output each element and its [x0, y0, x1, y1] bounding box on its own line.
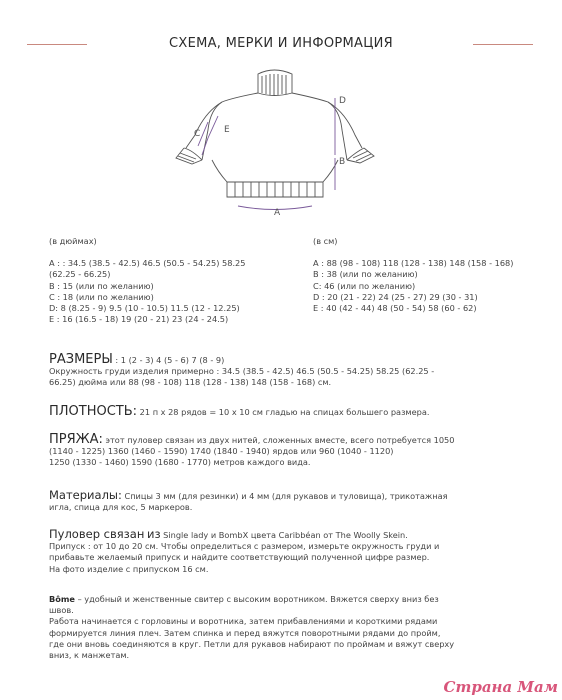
- pattern-name: Bôme: [49, 594, 75, 604]
- label-d: D: [339, 96, 346, 106]
- sizes-line: 66.25) дюйма или 88 (98 - 108) 118 (128 - 138) 148 (158 - 168) см.: [49, 377, 332, 388]
- sizes-section: [49, 354, 529, 389]
- pullover-section: [49, 529, 529, 575]
- inches-line: A : : 34.5 (38.5 - 42.5) 46.5 (50.5 - 54.25) 58.25: [49, 258, 246, 269]
- sizes-line: Окружность груди изделия примерно : 34.5 (38.5 - 42.5) 46.5 (50.5 - 54.25) 58.25 (62.25 -: [49, 366, 435, 377]
- cm-line: C: 46 (или по желанию): [313, 280, 416, 291]
- cm-measurements: [313, 236, 553, 314]
- inches-line: D: 8 (8.25 - 9) 9.5 (10 - 10.5) 11.5 (12 - 12.25): [49, 303, 240, 314]
- pullover-lead: из: [146, 527, 161, 541]
- inches-line: E : 16 (16.5 - 18) 19 (20 - 21) 23 (24 - 24.5): [49, 314, 229, 325]
- materials-line: игла, спица для кос, 5 маркеров.: [49, 502, 193, 513]
- label-a: A: [274, 208, 281, 218]
- yarn-line: этот пуловер связан из двух нитей, сложенных вместе, всего потребуется 1050: [105, 435, 455, 445]
- desc-line: швов.: [49, 605, 74, 616]
- sizes-value: : 1 (2 - 3) 4 (5 - 6) 7 (8 - 9): [115, 355, 225, 365]
- cm-line: D : 20 (21 - 22) 24 (25 - 27) 29 (30 - 31): [313, 291, 478, 302]
- yarn-line: 1250 (1330 - 1460) 1590 (1680 - 1770) метров каждого вида.: [49, 457, 311, 468]
- label-b: B: [339, 157, 346, 167]
- yarn-line: (1140 - 1225) 1360 (1460 - 1590) 1740 (1840 - 1940) ярдов или 960 (1040 - 1120): [49, 446, 394, 457]
- yarn-section: [49, 434, 529, 469]
- cm-heading: (в см): [313, 236, 338, 246]
- sizes-heading: РАЗМЕРЫ: [49, 352, 113, 367]
- label-e: E: [224, 125, 230, 135]
- density-heading: ПЛОТНОСТЬ:: [49, 404, 138, 419]
- cm-line: E : 40 (42 - 44) 48 (50 - 54) 58 (60 - 62): [313, 303, 477, 314]
- desc-line: Работа начинается с горловины и воротника, затем прибавлениями и короткими рядами: [49, 616, 438, 627]
- inches-line: C : 18 (или по желанию): [49, 291, 154, 302]
- pullover-yarn: Single lady и BombX цвета Caribbéan от The Woolly Skein.: [163, 530, 408, 540]
- pullover-line: На фото изделие с припуском 16 см.: [49, 563, 209, 574]
- density-section: [49, 406, 529, 418]
- pullover-heading: Пуловер связан: [49, 527, 145, 541]
- density-text: 21 п х 28 рядов = 10 х 10 см гладью на спицах большего размера.: [139, 407, 430, 417]
- desc-line: – удобный и женственные свитер с высоким воротником. Вяжется сверху вниз без: [77, 594, 439, 604]
- inches-measurements: [49, 236, 299, 325]
- sweater-schematic: [150, 60, 410, 220]
- materials-heading: Материалы:: [49, 488, 122, 502]
- cm-line: B : 38 (или по желанию): [313, 269, 418, 280]
- page-title: СХЕМА, МЕРКИ И ИНФОРМАЦИЯ: [168, 36, 393, 51]
- desc-line: формируется линия плеч. Затем спинка и перед вяжутся поворотными рядами до пройм,: [49, 627, 441, 638]
- desc-line: где они вновь соединяются в круг. Петли для рукавов набирают по проймам и вяжут сверху: [49, 638, 455, 649]
- inches-line: B : 15 (или по желанию): [49, 280, 154, 291]
- description-section: [49, 594, 529, 661]
- cm-line: A : 88 (98 - 108) 118 (128 - 138) 148 (158 - 168): [313, 258, 514, 269]
- pullover-line: Припуск : от 10 до 20 см. Чтобы определиться с размером, измерьте окружность груди и: [49, 541, 440, 552]
- pullover-line: прибавьте желаемый припуск и найдите соответствующий полученной цифре размер.: [49, 552, 430, 563]
- materials-section: [49, 490, 529, 513]
- materials-line: Спицы 3 мм (для резинки) и 4 мм (для рукавов и туловища), трикотажная: [124, 491, 448, 501]
- site-watermark: Страна Мам: [443, 678, 558, 696]
- inches-heading: (в дюймах): [49, 236, 97, 246]
- yarn-heading: ПРЯЖА:: [49, 432, 103, 447]
- desc-line: вниз, к манжетам.: [49, 650, 130, 661]
- label-c: C: [194, 129, 201, 139]
- inches-line: (62.25 - 66.25): [49, 269, 111, 280]
